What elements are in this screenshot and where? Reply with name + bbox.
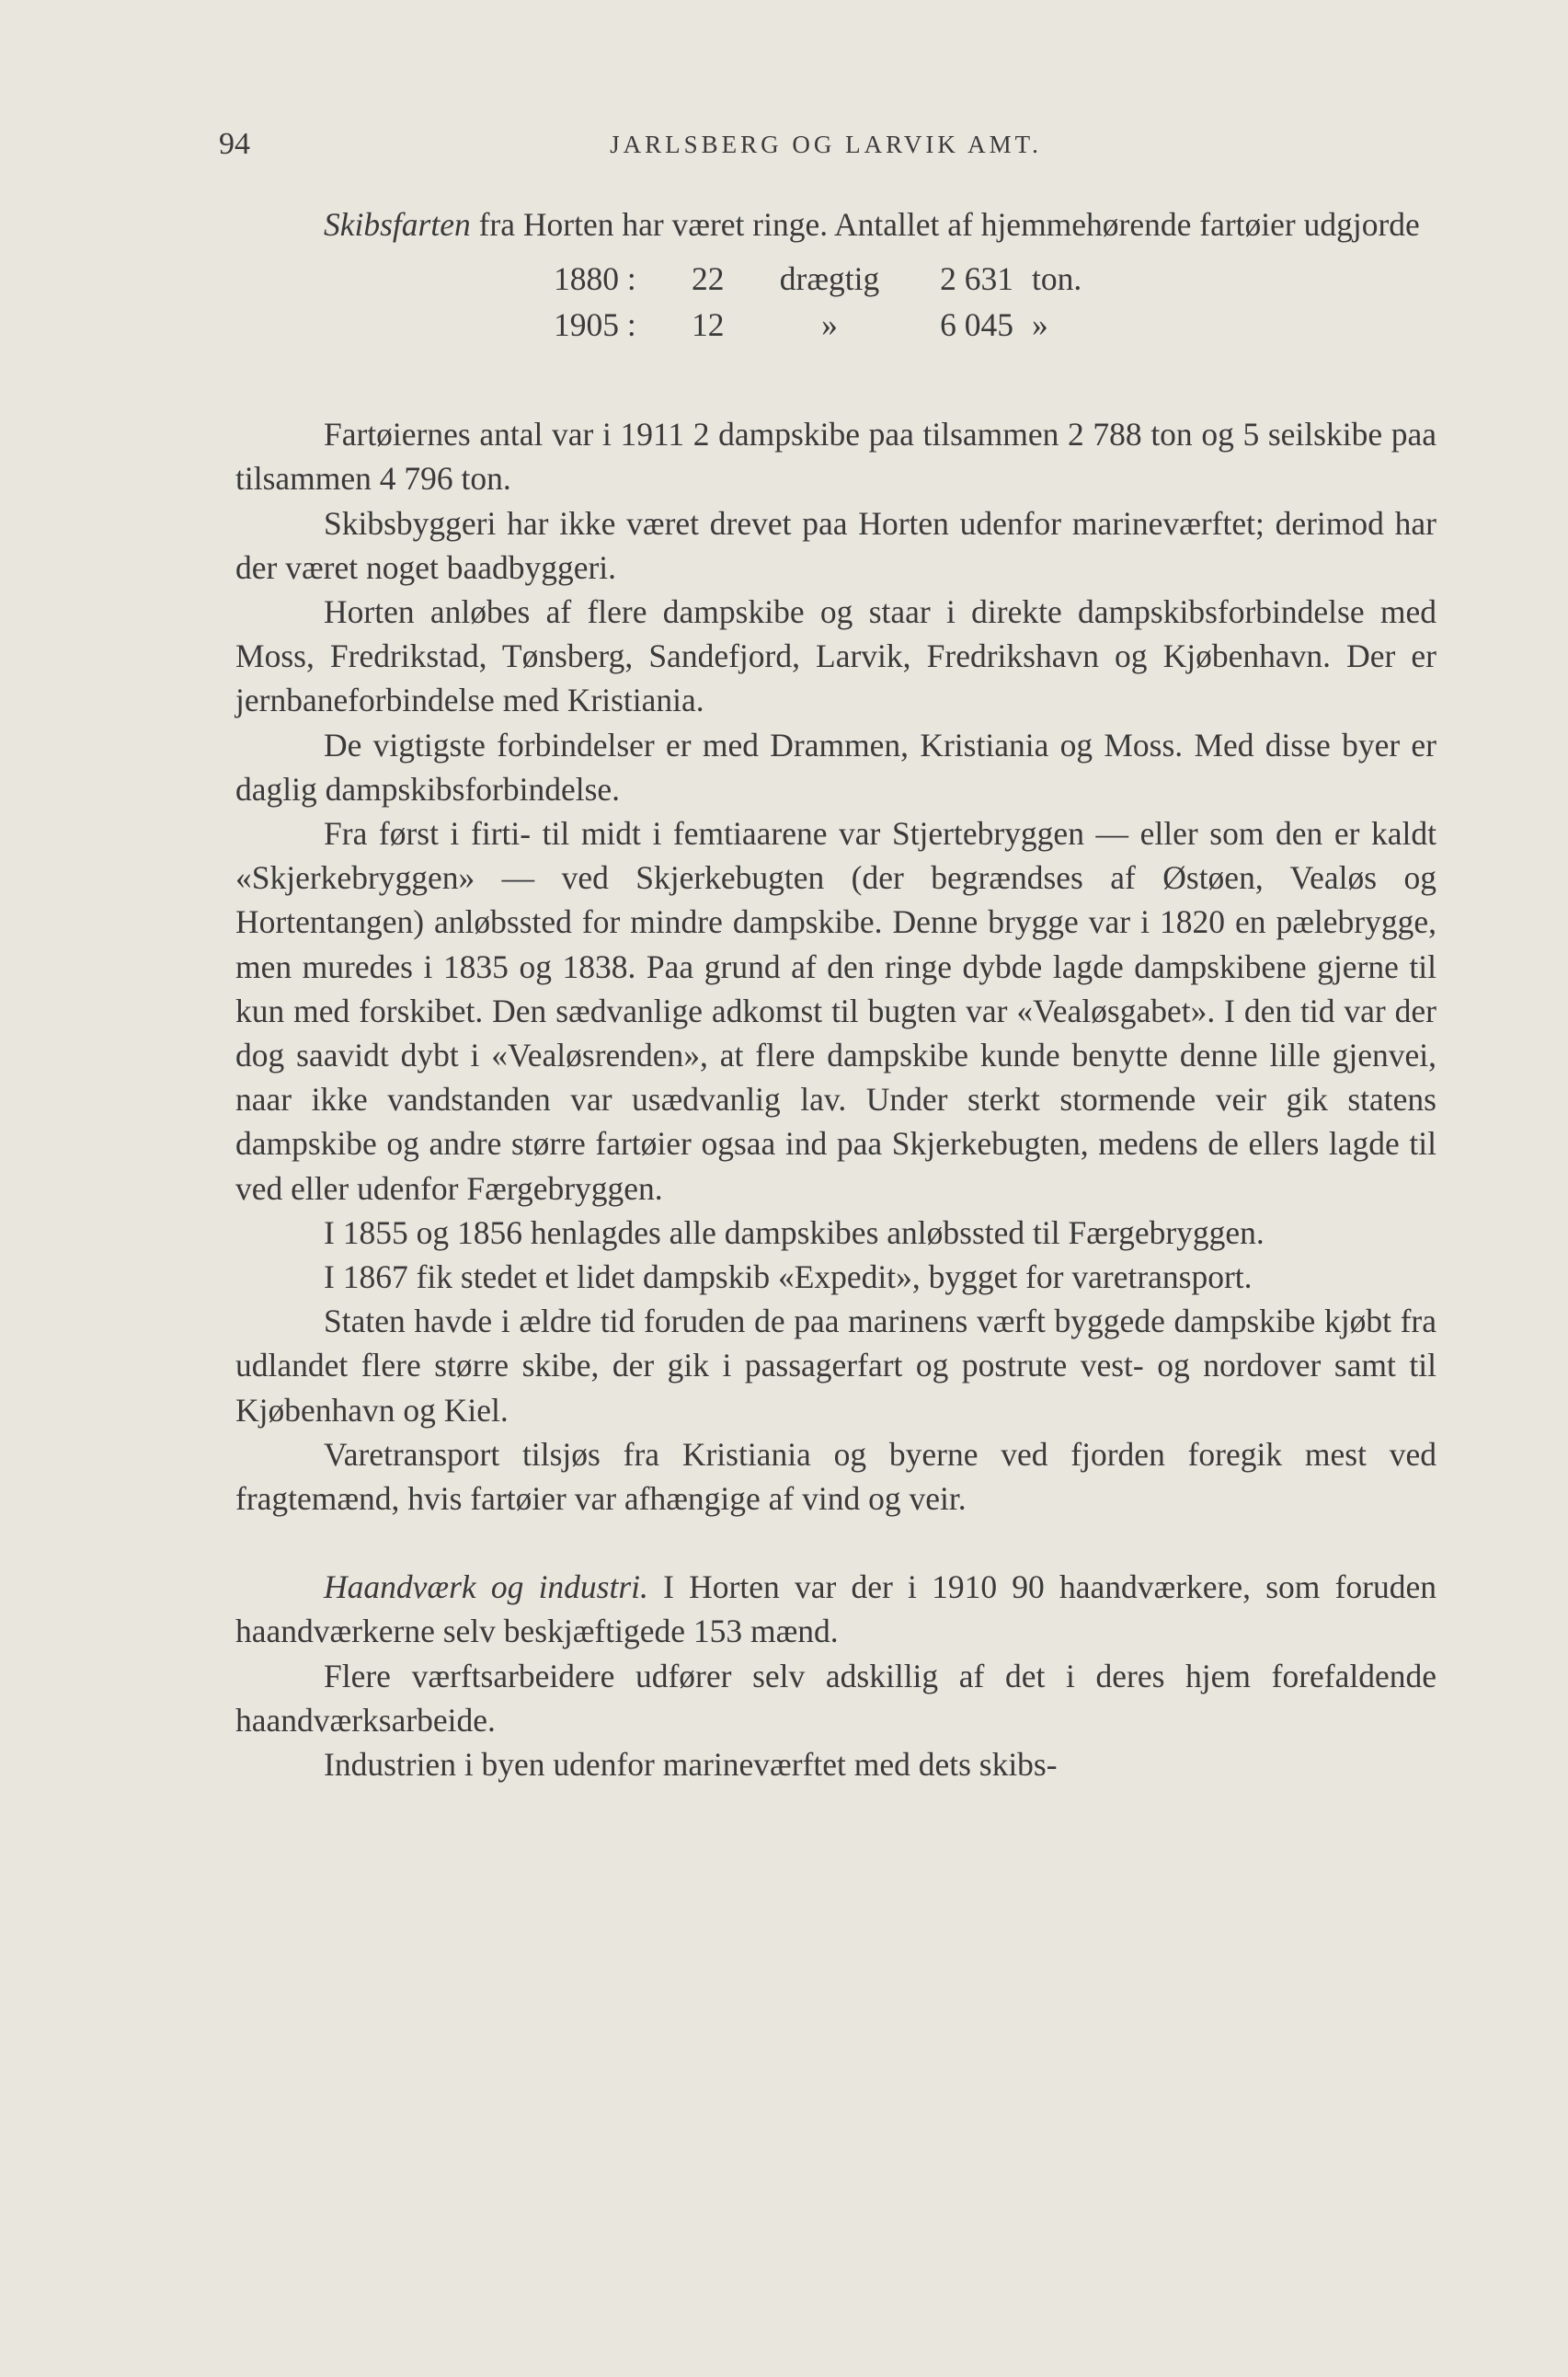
paragraph-lead-italic: Skibsfarten — [324, 206, 471, 243]
table-cell-year: 1905 : — [554, 306, 636, 344]
paragraph: Staten havde i ældre tid foruden de paa marinens værft byggede dampskibe kjøbt fra udlandet flere større skibe, der gik i passagerfart og postrute vest- og nordover samt til Kjøbenhavn og Kiel. — [235, 1303, 1436, 1429]
paragraph-industry — [235, 1565, 1436, 1653]
table-cell-unit: » — [1032, 306, 1048, 344]
paragraph-skibsfarten — [235, 202, 1436, 247]
paragraph: I 1855 og 1856 henlagdes alle dampskibes anløbssted til Færgebryggen. — [324, 1213, 1265, 1251]
running-title: JARLSBERG OG LARVIK AMT. — [610, 131, 1042, 158]
table-row — [554, 302, 1133, 348]
table-row — [554, 256, 1133, 302]
table-cell-word: drægtig — [779, 260, 880, 298]
paragraph: Varetransport tilsjøs fra Kristiania og byerne ved fjorden foregik mest ved fragtemænd, hvis fartøier var afhængige af vind og veir. — [235, 1435, 1436, 1518]
table-cell-year: 1880 : — [554, 260, 636, 298]
paragraph: Industrien i byen udenfor marineværftet med dets skibs- — [324, 1746, 1058, 1784]
paragraph-text: fra Horten har været ringe. Antallet af hjemmehørende fartøier udgjorde — [470, 206, 1420, 243]
table-cell-tons: 6 045 — [940, 306, 1013, 344]
tonnage-table — [554, 256, 1133, 348]
table-cell-tons: 2 631 — [940, 260, 1013, 298]
table-cell-word: » — [821, 306, 838, 344]
table-cell-unit: ton. — [1032, 260, 1082, 298]
paragraph-text: I Horten var der i 1910 90 haandværkere, som foruden haandværkerne selv beskjæftigede 153 mænd. — [235, 1568, 1436, 1650]
paragraph: Skibsbyggeri har ikke været drevet paa Horten udenfor marineværftet; derimod har der været noget baadbyggeri. — [235, 504, 1436, 586]
paragraph-lead-italic: Haandværk og industri. — [324, 1568, 648, 1606]
paragraph: Flere værftsarbeidere udfører selv adskillig af det i deres hjem forefaldende haandværksarbeide. — [235, 1657, 1436, 1739]
paragraph: De vigtigste forbindelser er med Drammen, Kristiania og Moss. Med disse byer er daglig dampskibsforbindelse. — [235, 726, 1436, 808]
table-cell-count: 22 — [692, 260, 725, 298]
body-text — [235, 202, 1436, 1786]
paragraph: I 1867 fik stedet et lidet dampskib «Expedit», bygget for varetransport. — [324, 1258, 1253, 1296]
paragraph: Fra først i firti- til midt i femtiaarene var Stjertebryggen — eller som den er kaldt «Skjerkebryggen» — ved Skjerkebugten (der begrændses af Østøen, Vealøs og Hortentangen) anløbssted for mindre dampskibe. Denne brygge var i 1820 en pælebrygge, men muredes i 1835 og 1838. Paa grund af den ringe dybde lagde dampskibene gjerne til kun med forskibet. Den sædvanlige adkomst til bugten var «Vealøsgabet». I den tid var der dog saavidt dybt i «Vealøsrenden», at flere dampskibe kunde benytte denne lille gjenvei, naar ikke vandstanden var usædvanlig lav. Under sterkt stormende veir gik statens dampskibe og andre større fartøier ogsaa ind paa Skjerkebugten, medens de ellers lagde til ved eller udenfor Færgebryggen. — [235, 815, 1436, 1207]
paragraph: Horten anløbes af flere dampskibe og staar i direkte dampskibsforbindelse med Moss, Fredrikstad, Tønsberg, Sandefjord, Larvik, Fredrikshavn og Kjøbenhavn. Der er jernbaneforbindelse med Kristiania. — [235, 593, 1436, 719]
paragraph: Fartøiernes antal var i 1911 2 dampskibe paa tilsammen 2 788 ton og 5 seilskibe paa tilsammen 4 796 ton. — [235, 416, 1436, 498]
page-header — [219, 127, 1433, 173]
page-number: 94 — [219, 127, 250, 161]
table-cell-count: 12 — [692, 306, 725, 344]
